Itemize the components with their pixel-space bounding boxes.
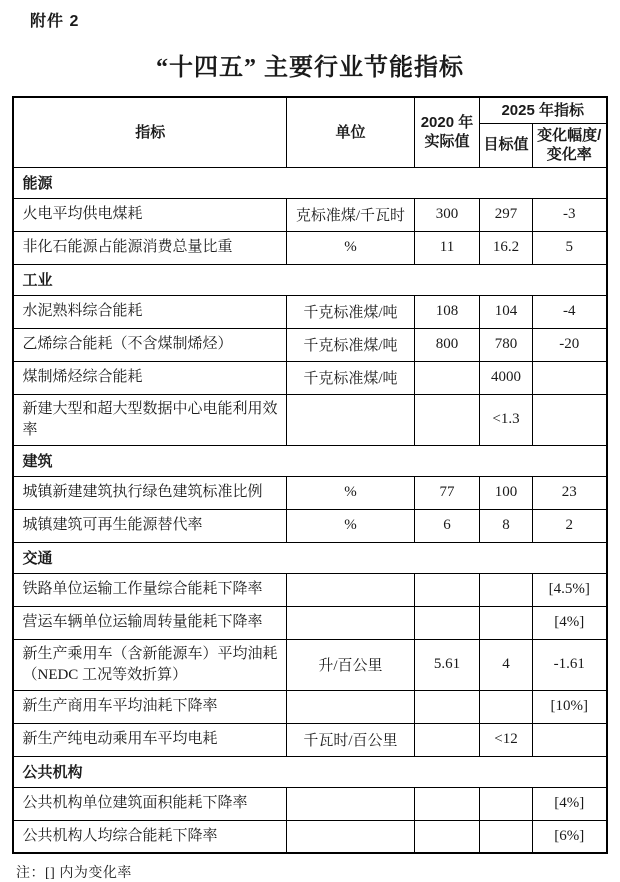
header-2020-actual-line1: 2020 年 <box>420 113 474 131</box>
unit-cell <box>286 573 414 606</box>
actual-2020-cell: 800 <box>414 328 479 361</box>
section-label: 能源 <box>13 167 606 198</box>
unit-cell <box>286 787 414 820</box>
change-cell <box>532 361 606 394</box>
header-2025-group: 2025 年指标 <box>479 97 606 123</box>
actual-2020-cell: 5.61 <box>414 639 479 690</box>
indicator-cell: 铁路单位运输工作量综合能耗下降率 <box>13 573 286 606</box>
indicator-cell: 非化石能源占能源消费总量比重 <box>13 231 286 264</box>
table-header <box>13 97 606 167</box>
unit-cell: % <box>286 231 414 264</box>
header-2020-actual-line2: 实际值 <box>424 133 470 151</box>
page-title: “十四五” 主要行业节能指标 <box>156 55 464 81</box>
table-row <box>13 328 606 361</box>
table-row <box>13 231 606 264</box>
actual-2020-cell <box>414 820 479 853</box>
unit-cell: 克标准煤/千瓦时 <box>286 198 414 231</box>
table-row <box>13 723 606 756</box>
change-cell: -3 <box>532 198 606 231</box>
target-2025-cell: 100 <box>479 476 532 509</box>
indicator-cell: 公共机构单位建筑面积能耗下降率 <box>13 787 286 820</box>
target-2025-cell: 780 <box>479 328 532 361</box>
header-2020-actual <box>414 97 479 167</box>
actual-2020-cell <box>414 606 479 639</box>
header-change-line2: 变化率 <box>546 146 592 163</box>
table-row <box>13 295 606 328</box>
section-row <box>13 756 606 787</box>
actual-2020-cell <box>414 361 479 394</box>
target-2025-cell: 4 <box>479 639 532 690</box>
indicator-cell: 新生产商用车平均油耗下降率 <box>13 690 286 723</box>
actual-2020-cell <box>414 573 479 606</box>
table-row <box>13 198 606 231</box>
section-label: 建筑 <box>13 445 606 476</box>
indicator-cell: 新生产乘用车（含新能源车）平均油耗（NEDC 工况等效折算） <box>13 639 286 690</box>
unit-cell <box>286 690 414 723</box>
actual-2020-cell <box>414 690 479 723</box>
table-row <box>13 606 606 639</box>
section-label: 工业 <box>13 264 606 295</box>
target-2025-cell: 8 <box>479 509 532 542</box>
target-2025-cell: 16.2 <box>479 231 532 264</box>
table-row <box>13 361 606 394</box>
actual-2020-cell: 77 <box>414 476 479 509</box>
table-row <box>13 690 606 723</box>
indicator-cell: 城镇建筑可再生能源替代率 <box>13 509 286 542</box>
target-2025-cell <box>479 787 532 820</box>
change-cell: [4.5%] <box>532 573 606 606</box>
actual-2020-cell: 300 <box>414 198 479 231</box>
unit-cell <box>286 394 414 445</box>
unit-cell: 千克标准煤/吨 <box>286 295 414 328</box>
change-cell: -20 <box>532 328 606 361</box>
section-label: 公共机构 <box>13 756 606 787</box>
change-cell: [4%] <box>532 606 606 639</box>
table-row <box>13 509 606 542</box>
indicator-cell: 新生产纯电动乘用车平均电耗 <box>13 723 286 756</box>
actual-2020-cell: 108 <box>414 295 479 328</box>
table-row <box>13 639 606 690</box>
actual-2020-cell <box>414 394 479 445</box>
header-target-value: 目标值 <box>479 123 532 167</box>
indicator-cell: 公共机构人均综合能耗下降率 <box>13 820 286 853</box>
indicator-cell: 水泥熟料综合能耗 <box>13 295 286 328</box>
section-row <box>13 445 606 476</box>
change-cell: 23 <box>532 476 606 509</box>
table-row <box>13 573 606 606</box>
target-2025-cell: 104 <box>479 295 532 328</box>
unit-cell: 升/百公里 <box>286 639 414 690</box>
target-2025-cell: 297 <box>479 198 532 231</box>
header-change <box>532 123 606 167</box>
unit-cell: 千克标准煤/吨 <box>286 328 414 361</box>
change-cell: 2 <box>532 509 606 542</box>
change-cell: [10%] <box>532 690 606 723</box>
change-cell <box>532 394 606 445</box>
table-row <box>13 394 606 445</box>
actual-2020-cell: 11 <box>414 231 479 264</box>
indicator-cell: 新建大型和超大型数据中心电能利用效率 <box>13 394 286 445</box>
actual-2020-cell: 6 <box>414 509 479 542</box>
header-unit: 单位 <box>286 97 414 167</box>
actual-2020-cell <box>414 723 479 756</box>
change-cell: [4%] <box>532 787 606 820</box>
section-row <box>13 167 606 198</box>
indicator-cell: 营运车辆单位运输周转量能耗下降率 <box>13 606 286 639</box>
actual-2020-cell <box>414 787 479 820</box>
section-label: 交通 <box>13 542 606 573</box>
target-2025-cell <box>479 606 532 639</box>
target-2025-cell <box>479 820 532 853</box>
unit-cell: % <box>286 509 414 542</box>
unit-cell: 千克标准煤/吨 <box>286 361 414 394</box>
change-cell <box>532 723 606 756</box>
header-indicator: 指标 <box>13 97 286 167</box>
target-2025-cell <box>479 690 532 723</box>
attachment-label: 附件 2 <box>30 13 80 30</box>
change-cell: [6%] <box>532 820 606 853</box>
indicator-cell: 城镇新建建筑执行绿色建筑标准比例 <box>13 476 286 509</box>
section-row <box>13 264 606 295</box>
table-row <box>13 476 606 509</box>
change-cell: -4 <box>532 295 606 328</box>
target-2025-cell: <12 <box>479 723 532 756</box>
target-2025-cell: <1.3 <box>479 394 532 445</box>
header-change-line1: 变化幅度/ <box>537 126 602 144</box>
target-2025-cell <box>479 573 532 606</box>
section-row <box>13 542 606 573</box>
indicator-cell: 煤制烯烃综合能耗 <box>13 361 286 394</box>
table-row <box>13 820 606 853</box>
change-cell: 5 <box>532 231 606 264</box>
table-body <box>13 167 606 853</box>
target-2025-cell: 4000 <box>479 361 532 394</box>
unit-cell: 千瓦时/百公里 <box>286 723 414 756</box>
indicators-table <box>12 96 607 854</box>
change-cell: -1.61 <box>532 639 606 690</box>
indicator-cell: 乙烯综合能耗（不含煤制烯烃） <box>13 328 286 361</box>
unit-cell <box>286 606 414 639</box>
unit-cell <box>286 820 414 853</box>
unit-cell: % <box>286 476 414 509</box>
table-row <box>13 787 606 820</box>
indicator-cell: 火电平均供电煤耗 <box>13 198 286 231</box>
footnote: 注：[] 内为变化率 <box>16 866 132 881</box>
